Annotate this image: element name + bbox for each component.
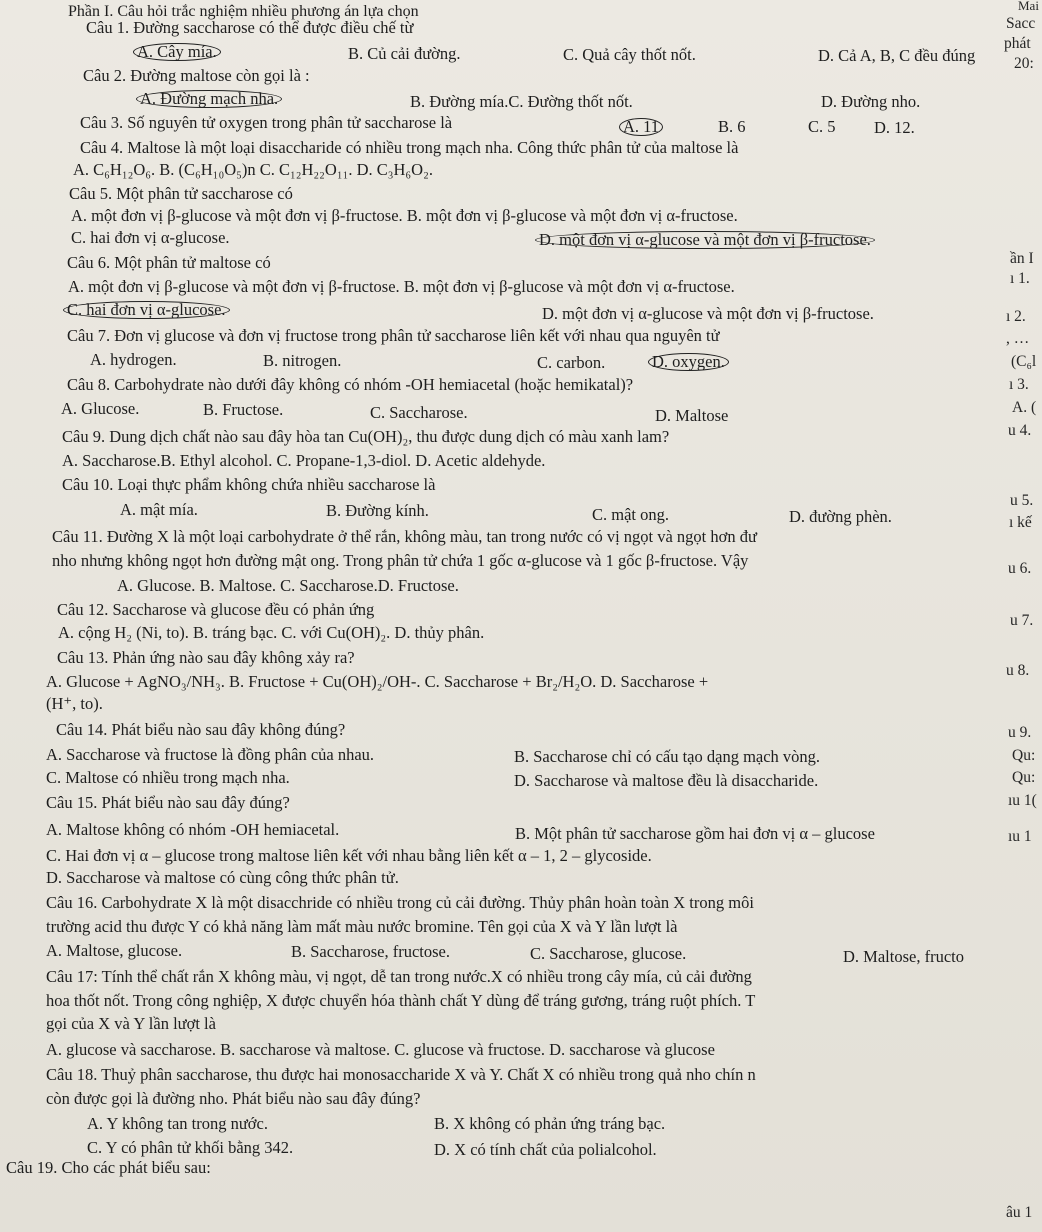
edge-fragment: Qu: xyxy=(1012,769,1036,786)
q14-option-d: D. Saccharose và maltose đều là disaccharide. xyxy=(514,771,819,790)
q8-option-b: B. Fructose. xyxy=(203,400,284,419)
question-9: Câu 9. Dung dịch chất nào sau đây hòa tan Cu(OH)₂, thu được dung dịch có màu xanh lam? xyxy=(62,427,670,446)
q10-option-d: D. đường phèn. xyxy=(789,507,892,526)
q14-option-a: A. Saccharose và fructose là đồng phân của nhau. xyxy=(46,745,375,764)
q1-option-c: C. Quả cây thốt nốt. xyxy=(563,45,696,64)
question-7: Câu 7. Đơn vị glucose và đơn vị fructose trong phân tử saccharose liên kết với nhau qua nguyên tử xyxy=(67,326,720,345)
edge-fragment: u 4. xyxy=(1008,422,1032,439)
edge-fragment: u 9. xyxy=(1008,724,1032,741)
edge-fragment: ıu 1 xyxy=(1008,828,1032,845)
edge-fragment: ıu 1( xyxy=(1008,792,1037,809)
q3-option-c: C. 5 xyxy=(808,117,836,136)
question-5: Câu 5. Một phân tử saccharose có xyxy=(69,184,293,203)
question-12: Câu 12. Saccharose và glucose đều có phản ứng xyxy=(57,600,375,619)
question-3: Câu 3. Số nguyên tử oxygen trong phân tử saccharose là xyxy=(80,113,453,132)
q3-option-d: D. 12. xyxy=(874,118,915,137)
q15-option-b: B. Một phân tử saccharose gồm hai đơn vị α – glucose xyxy=(515,824,875,843)
question-6: Câu 6. Một phân tử maltose có xyxy=(67,253,271,272)
answer-mark: A. Đường mạch nha. xyxy=(136,90,282,108)
question-17-cont-2: gọi của X và Y lần lượt là xyxy=(46,1014,216,1033)
edge-fragment: ı 2. xyxy=(1006,308,1026,325)
edge-fragment: 20: xyxy=(1014,55,1034,72)
q7-option-d xyxy=(651,352,729,372)
q5-option-d xyxy=(538,230,875,250)
q2-option-d: D. Đường nho. xyxy=(821,92,921,111)
answer-mark: A. 11 xyxy=(619,118,663,136)
q17-options: A. glucose và saccharose. B. saccharose và maltose. C. glucose và fructose. D. saccharose và glucose xyxy=(46,1040,715,1059)
q16-option-c: C. Saccharose, glucose. xyxy=(530,944,687,963)
q1-option-d: D. Cả A, B, C đều đúng xyxy=(818,46,976,65)
q2-option-a xyxy=(139,89,282,109)
q10-option-c: C. mật ong. xyxy=(592,505,669,524)
answer-mark: C. hai đơn vị α-glucose. xyxy=(63,301,230,319)
q16-option-b: B. Saccharose, fructose. xyxy=(291,942,450,961)
edge-fragment: Qu: xyxy=(1012,747,1036,764)
q15-option-a: A. Maltose không có nhóm -OH hemiacetal. xyxy=(46,820,340,839)
question-13: Câu 13. Phản ứng nào sau đây không xảy ra? xyxy=(57,648,355,667)
question-18: Câu 18. Thuỷ phân saccharose, thu được hai monosaccharide X và Y. Chất X có nhiều trong quả nho chín n xyxy=(46,1065,756,1084)
question-10: Câu 10. Loại thực phẩm không chứa nhiều saccharose là xyxy=(62,475,436,494)
q5-option-c: C. hai đơn vị α-glucose. xyxy=(71,228,230,247)
q18-option-c: C. Y có phân tử khối bằng 342. xyxy=(87,1138,294,1157)
edge-fragment: ı 1. xyxy=(1010,270,1030,287)
answer-mark: D. oxygen. xyxy=(648,353,729,371)
q13-option-d-cont: (H⁺, to). xyxy=(46,694,103,713)
edge-fragment: phát xyxy=(1004,35,1031,52)
q16-option-a: A. Maltose, glucose. xyxy=(46,941,183,960)
edge-fragment: ı kế xyxy=(1009,514,1032,531)
q18-option-d: D. X có tính chất của polialcohol. xyxy=(434,1140,657,1159)
question-16-cont: trường acid thu được Y có khả năng làm mất màu nước bromine. Tên gọi của X và Y lần lượt là xyxy=(46,917,678,936)
question-15: Câu 15. Phát biểu nào sau đây đúng? xyxy=(46,793,290,812)
q14-option-b: B. Saccharose chỉ có cấu tạo dạng mạch vòng. xyxy=(514,747,821,766)
question-1: Câu 1. Đường saccharose có thể được điều chế từ xyxy=(86,18,414,37)
q3-option-a xyxy=(622,117,663,137)
q15-option-c: C. Hai đơn vị α – glucose trong maltose liên kết với nhau bằng liên kết α – 1, 2 – glycoside. xyxy=(46,846,652,865)
q7-option-c: C. carbon. xyxy=(537,353,606,372)
section-heading: Phần I. Câu hỏi trắc nghiệm nhiều phương án lựa chọn xyxy=(68,3,419,20)
question-17: Câu 17: Tính thể chất rắn X không màu, vị ngọt, dễ tan trong nước.X có nhiều trong cây mía, củ cải đường xyxy=(46,967,752,986)
edge-fragment: ần I xyxy=(1010,250,1034,267)
edge-fragment: u 8. xyxy=(1006,662,1030,679)
q1-option-b: B. Củ cải đường. xyxy=(348,44,461,63)
q4-options: A. C₆H₁₂O₆. B. (C₆H₁₀O₅)n C. C₁₂H₂₂O₁₁. D. C₃H₆O₂. xyxy=(73,160,433,179)
edge-fragment: (C₆l xyxy=(1011,353,1037,370)
question-18-cont: còn được gọi là đường nho. Phát biểu nào sau đây đúng? xyxy=(46,1089,421,1108)
q16-option-d: D. Maltose, fructo xyxy=(843,947,964,966)
q7-option-b: B. nitrogen. xyxy=(263,351,342,370)
q12-options: A. cộng H₂ (Ni, to). B. tráng bạc. C. với Cu(OH)₂. D. thủy phân. xyxy=(58,623,485,642)
q14-option-c: C. Maltose có nhiều trong mạch nha. xyxy=(46,768,290,787)
q3-option-b: B. 6 xyxy=(718,117,746,136)
q6-option-d: D. một đơn vị α-glucose và một đơn vị β-fructose. xyxy=(542,304,874,323)
q9-options: A. Saccharose.B. Ethyl alcohol. C. Propane-1,3-diol. D. Acetic aldehyde. xyxy=(62,451,546,470)
answer-mark: A. Cây mía. xyxy=(133,43,221,61)
q6-options-ab: A. một đơn vị β-glucose và một đơn vị β-fructose. B. một đơn vị β-glucose và một đơn vị α-fructose. xyxy=(68,277,735,296)
q18-option-b: B. X không có phản ứng tráng bạc. xyxy=(434,1114,666,1133)
q8-option-d: D. Maltose xyxy=(655,406,729,425)
q5-options-ab: A. một đơn vị β-glucose và một đơn vị β-fructose. B. một đơn vị β-glucose và một đơn vị α-fructose. xyxy=(71,206,738,225)
question-19: Câu 19. Cho các phát biểu sau: xyxy=(6,1158,211,1177)
q10-option-a: A. mật mía. xyxy=(120,500,198,519)
q7-option-a: A. hydrogen. xyxy=(90,350,177,369)
edge-fragment: Mai xyxy=(1018,0,1039,13)
question-11-cont: nho nhưng không ngọt hơn đường mật ong. Trong phân tử chứa 1 gốc α-glucose và 1 gốc β-fructose. Vậy xyxy=(52,551,749,570)
question-11: Câu 11. Đường X là một loại carbohydrate ở thể rắn, không màu, tan trong nước có vị ngọt và ngọt hơn đư xyxy=(52,527,757,546)
edge-fragment: Sacc xyxy=(1006,15,1036,32)
q11-options: A. Glucose. B. Maltose. C. Saccharose.D. Fructose. xyxy=(117,576,459,595)
q10-option-b: B. Đường kính. xyxy=(326,501,429,520)
q8-option-c: C. Saccharose. xyxy=(370,403,468,422)
edge-fragment: A. ( xyxy=(1012,399,1037,416)
question-16: Câu 16. Carbohydrate X là một disacchride có nhiều trong củ cải đường. Thủy phân hoàn toàn X trong môi xyxy=(46,893,754,912)
question-4: Câu 4. Maltose là một loại disaccharide có nhiều trong mạch nha. Công thức phân tử của maltose là xyxy=(80,138,739,157)
q8-option-a: A. Glucose. xyxy=(61,399,140,418)
q6-option-c xyxy=(66,300,230,320)
q1-option-a xyxy=(136,42,221,62)
q15-option-d: D. Saccharose và maltose có cùng công thức phân tử. xyxy=(46,868,399,887)
edge-fragment: u 6. xyxy=(1008,560,1032,577)
edge-fragment: âu 1 xyxy=(1006,1204,1033,1221)
edge-fragment: ı 3. xyxy=(1009,376,1029,393)
q2-option-bc: B. Đường mía.C. Đường thốt nốt. xyxy=(410,92,633,111)
question-17-cont: hoa thốt nốt. Trong công nghiệp, X được chuyển hóa thành chất Y dùng để tráng gương, tráng ruột phích. T xyxy=(46,991,756,1010)
edge-fragment: u 5. xyxy=(1010,492,1034,509)
edge-fragment: u 7. xyxy=(1010,612,1034,629)
question-8: Câu 8. Carbohydrate nào dưới đây không có nhóm -OH hemiacetal (hoặc hemikatal)? xyxy=(67,375,634,394)
question-14: Câu 14. Phát biểu nào sau đây không đúng? xyxy=(56,720,346,739)
answer-mark: D. một đơn vị α-glucose và một đơn vị β-fructose. xyxy=(535,231,875,249)
question-2: Câu 2. Đường maltose còn gọi là : xyxy=(83,66,310,85)
q13-options: A. Glucose + AgNO₃/NH₃. B. Fructose + Cu(OH)₂/OH-. C. Saccharose + Br₂/H₂O. D. Saccharose + xyxy=(46,672,709,691)
edge-fragment: , … xyxy=(1006,330,1030,347)
q18-option-a: A. Y không tan trong nước. xyxy=(87,1114,268,1133)
